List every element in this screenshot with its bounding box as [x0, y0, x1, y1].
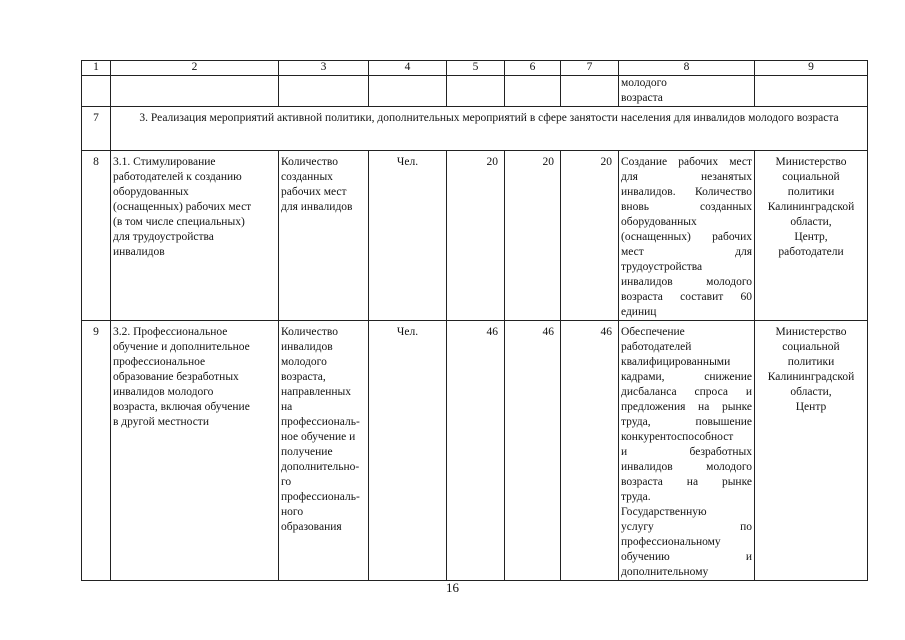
- cell-line: возраста на рынке: [621, 476, 752, 488]
- cell-line: получение: [281, 446, 333, 458]
- header-cell: 9: [755, 61, 868, 76]
- value-cell: 46: [505, 321, 561, 581]
- measures-table: [81, 60, 868, 581]
- page-number: 16: [446, 580, 459, 595]
- value-cell: 46: [447, 321, 505, 581]
- cell-line: в другой местности: [113, 416, 209, 428]
- cell-line: ного: [281, 506, 304, 518]
- indicator-cell: [279, 151, 369, 321]
- cell-line: дополнительному: [621, 566, 709, 578]
- cell-line: области,: [790, 216, 832, 228]
- cell-line: области,: [790, 386, 832, 398]
- cell-line: для трудоустройства: [113, 231, 214, 243]
- header-cell: 1: [82, 61, 111, 76]
- row-number: 7: [82, 107, 111, 151]
- cell-line: услугу по: [621, 521, 752, 533]
- cell-line: квалифицированными: [621, 356, 731, 368]
- value-cell: 46: [561, 321, 619, 581]
- result-cell: [619, 321, 755, 581]
- cell-line: (оснащенных) рабочих: [621, 231, 752, 243]
- cell-line: Центр: [795, 401, 827, 413]
- cell-line: предложения на рынке: [621, 401, 752, 413]
- cell-line: (в том числе специальных): [113, 216, 245, 228]
- section-title: 3. Реализация мероприятий активной политики, дополнительных мероприятий в сфере занятости населения для инвалидов молодого возраста: [111, 107, 868, 151]
- cell-line: Количество: [281, 156, 338, 168]
- cell-line: го: [281, 476, 292, 488]
- cell-line: Создание рабочих мест: [621, 156, 752, 168]
- cell-line: и безработных: [621, 446, 752, 458]
- cell-line: оборудованных: [621, 216, 697, 228]
- cell-line: (оснащенных) рабочих мест: [113, 201, 252, 213]
- header-cell: 8: [619, 61, 755, 76]
- cell-line: профессиональ-: [281, 416, 360, 428]
- value-cell: 20: [505, 151, 561, 321]
- cell-line: рабочих мест: [281, 186, 347, 198]
- cell-line: оборудованных: [113, 186, 189, 198]
- cell-line: политики: [787, 356, 835, 368]
- cell-line: возраста составит 60: [621, 291, 752, 303]
- cell-line: профессиональное: [113, 356, 206, 368]
- cell-line: направленных: [281, 386, 352, 398]
- cell-line: обучение и дополнительное: [113, 341, 250, 353]
- cell-line: Министерство: [775, 156, 847, 168]
- cell-line: Калининградской: [767, 371, 855, 383]
- table-row: [82, 151, 868, 321]
- cell-line: 3.1. Стимулирование: [113, 156, 216, 168]
- cell-line: инвалидов молодого: [621, 276, 752, 288]
- cell-line: молодого: [281, 356, 327, 368]
- result-cell: [619, 151, 755, 321]
- cell-line: труда, повышение: [621, 416, 752, 428]
- cell-line: дополнительно-: [281, 461, 360, 473]
- measure-cell: [111, 321, 279, 581]
- measure-cell: [111, 151, 279, 321]
- header-cell: 2: [111, 61, 279, 76]
- cell-line: профессиональ-: [281, 491, 360, 503]
- cell-line: труда.: [621, 491, 651, 503]
- value-cell: 20: [447, 151, 505, 321]
- cell-line: созданных: [281, 171, 333, 183]
- header-row: [82, 61, 868, 76]
- cell-line: на: [281, 401, 293, 413]
- cell-line: работодателей к созданию: [113, 171, 242, 183]
- cell-line: дисбаланса спроса и: [621, 386, 752, 398]
- cell-line: работодателей: [621, 341, 692, 353]
- cell-line: Количество: [281, 326, 338, 338]
- cell-line: возраста: [621, 92, 663, 104]
- cell-line: мест для: [621, 246, 752, 258]
- cell-line: 3.2. Профессиональное: [113, 326, 228, 338]
- cell-line: политики: [787, 186, 835, 198]
- cell-line: для незанятых: [621, 171, 752, 183]
- row-number: 8: [82, 151, 111, 321]
- continuation-result-cell: [619, 76, 755, 107]
- header-cell: 5: [447, 61, 505, 76]
- cell-line: Калининградской: [767, 201, 855, 213]
- cell-line: социальной: [782, 171, 840, 183]
- cell-line: молодого: [621, 77, 667, 89]
- cell-line: Государственную: [621, 506, 707, 518]
- header-cell: 4: [369, 61, 447, 76]
- cell-line: трудоустройства: [621, 261, 703, 273]
- cell-line: инвалидов молодого: [621, 461, 752, 473]
- row-number: 9: [82, 321, 111, 581]
- header-cell: 6: [505, 61, 561, 76]
- table-row: [82, 321, 868, 581]
- cell-line: возраста,: [281, 371, 326, 383]
- cell-line: Центр,: [794, 231, 828, 243]
- cell-line: кадрами, снижение: [621, 371, 752, 383]
- header-cell: 7: [561, 61, 619, 76]
- header-cell: 3: [279, 61, 369, 76]
- cell-line: возраста, включая обучение: [113, 401, 250, 413]
- cell-line: единиц: [621, 306, 657, 318]
- cell-line: профессиональному: [621, 536, 721, 548]
- executor-cell: [755, 151, 868, 321]
- cell-line: инвалидов: [113, 246, 165, 258]
- unit-cell: Чел.: [369, 151, 447, 321]
- cell-line: вновь созданных: [621, 201, 752, 213]
- cell-line: Обеспечение: [621, 326, 685, 338]
- cell-line: Министерство: [775, 326, 847, 338]
- section-row: [82, 107, 868, 151]
- cell-line: инвалидов молодого: [113, 386, 214, 398]
- cell-line: ное обучение и: [281, 431, 356, 443]
- executor-cell: [755, 321, 868, 581]
- value-cell: 20: [561, 151, 619, 321]
- indicator-cell: [279, 321, 369, 581]
- continuation-row: [82, 76, 868, 107]
- cell-line: обучению и: [621, 551, 752, 563]
- cell-line: конкурентоспособност: [621, 431, 734, 443]
- cell-line: образования: [281, 521, 342, 533]
- cell-line: для инвалидов: [281, 201, 353, 213]
- unit-cell: Чел.: [369, 321, 447, 581]
- cell-line: социальной: [782, 341, 840, 353]
- cell-line: инвалидов. Количество: [621, 186, 752, 198]
- cell-line: работодатели: [778, 246, 844, 258]
- cell-line: образование безработных: [113, 371, 239, 383]
- cell-line: инвалидов: [281, 341, 333, 353]
